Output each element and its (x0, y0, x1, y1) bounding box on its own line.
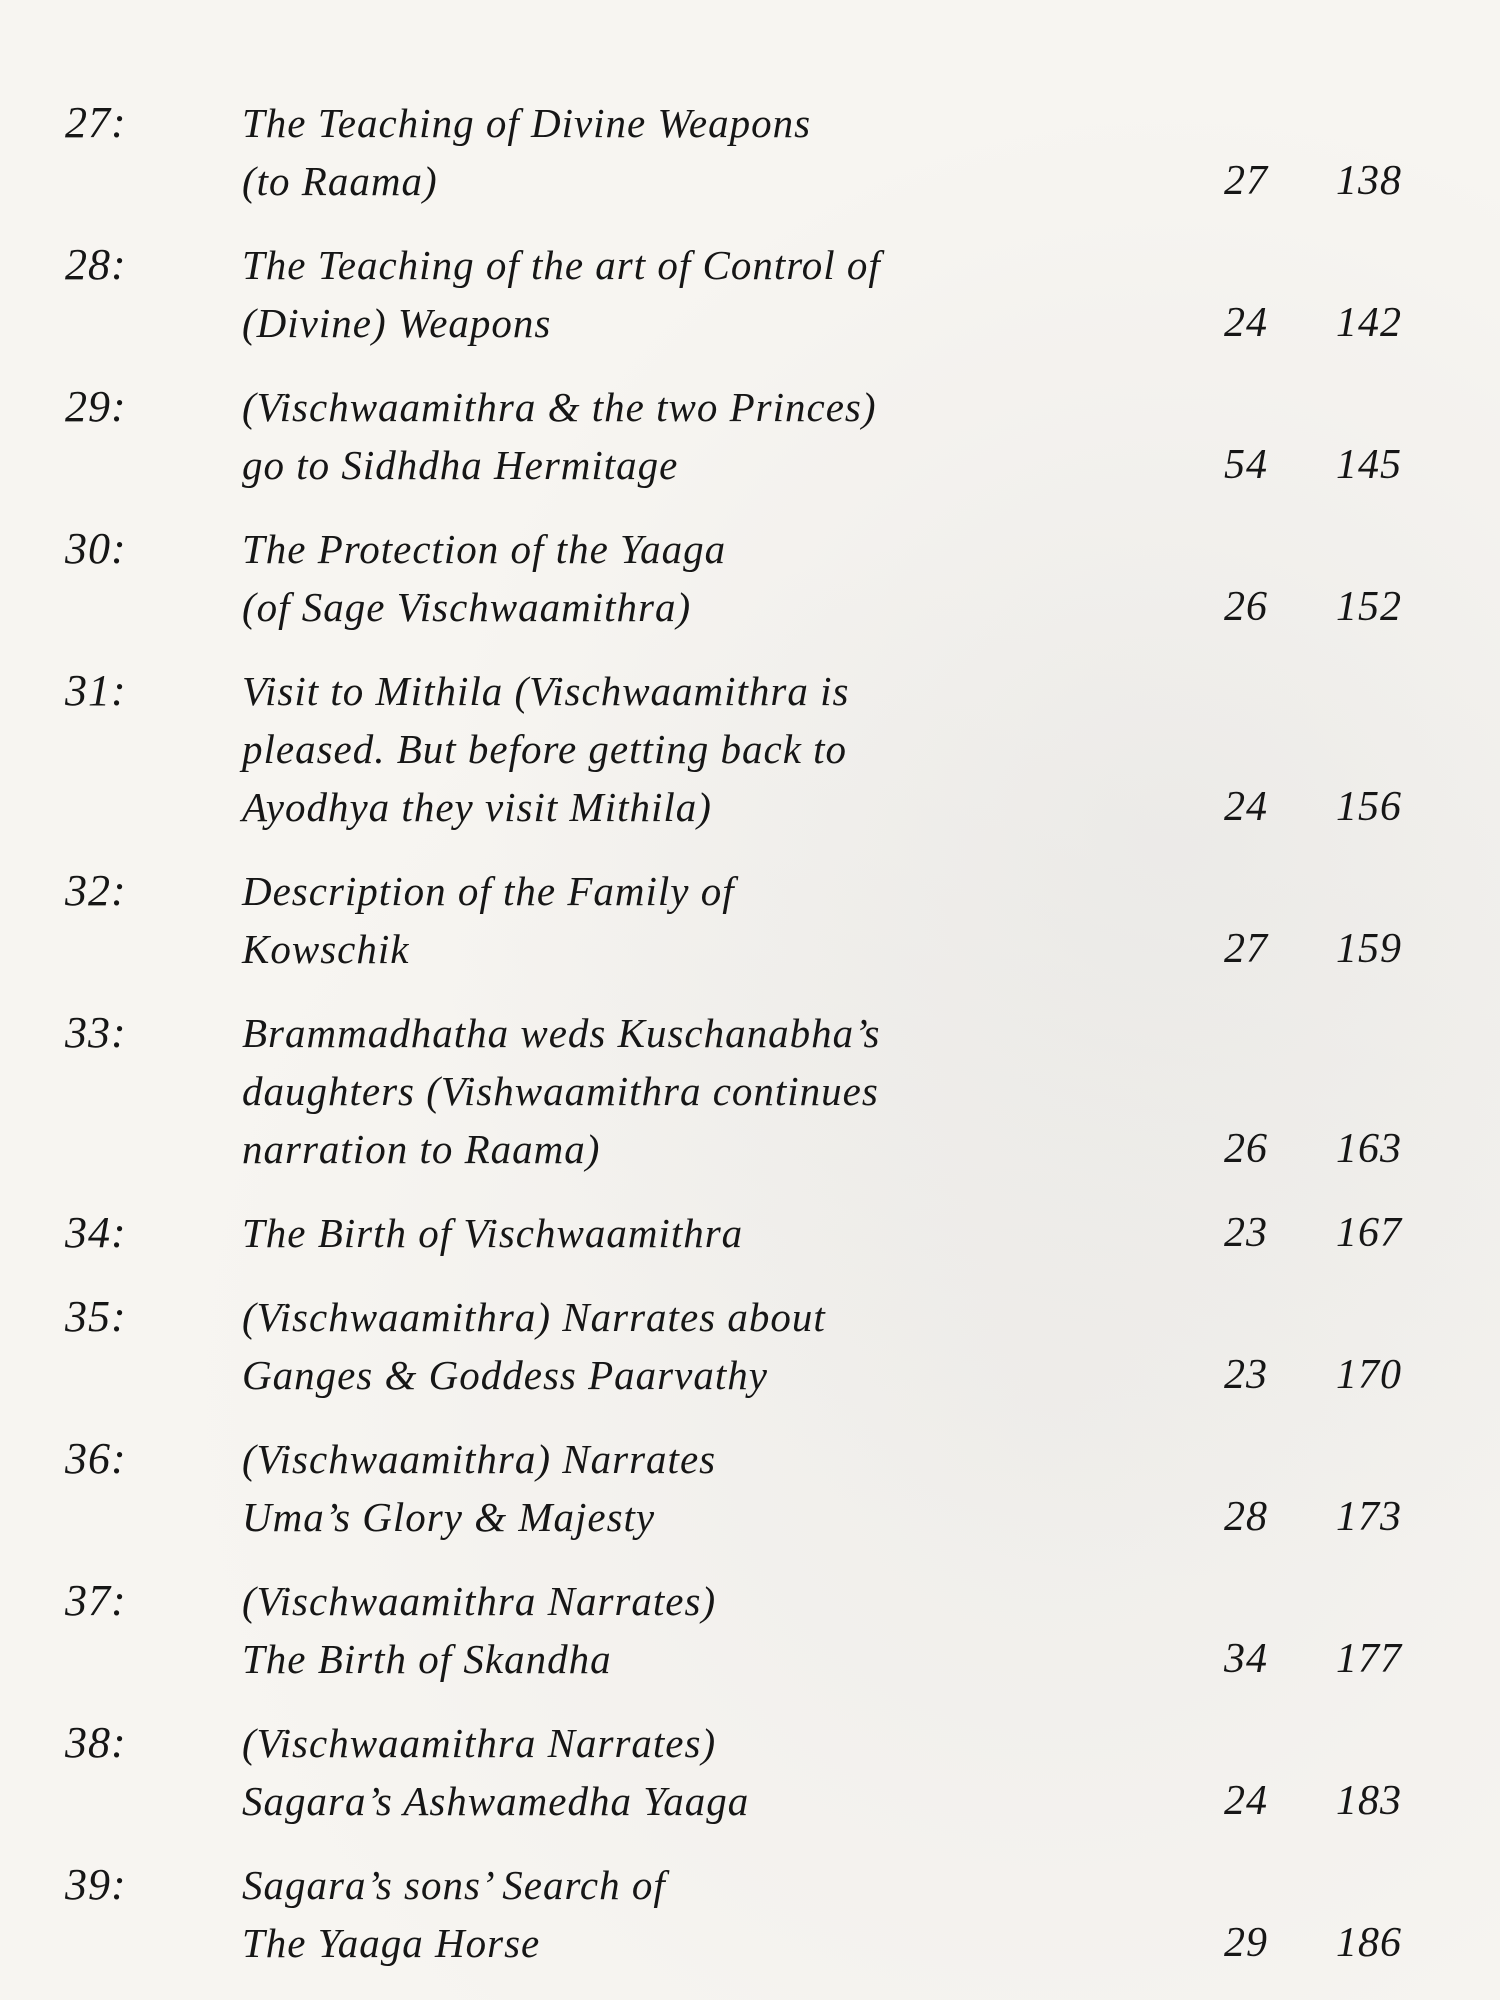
chapter-number: 36: (65, 1434, 127, 1483)
page-number: 167 (1336, 1210, 1402, 1256)
table-of-contents (65, 94, 1455, 1998)
chapter-number: 28: (65, 240, 127, 289)
chapter-number: 39: (65, 1860, 127, 1909)
chapter-number: 27: (65, 98, 127, 147)
toc-entry (65, 1572, 1455, 1688)
toc-entry (65, 862, 1455, 978)
page-number: 156 (1336, 784, 1402, 830)
page-number: 186 (1336, 1920, 1402, 1966)
chapter-title: The Teaching of the art of Control of (Divine) Weapons (242, 242, 881, 346)
chapter-number: 38: (65, 1718, 127, 1767)
chapter-title: (Vischwaamithra & the two Princes) go to Sidhdha Hermitage (242, 384, 877, 488)
page-number: 163 (1336, 1126, 1402, 1172)
chapter-title: (Vischwaamithra) Narrates about Ganges & Goddess Paarvathy (242, 1294, 826, 1398)
verse-count: 26 (1224, 1126, 1268, 1172)
toc-entry (65, 1714, 1455, 1830)
chapter-number: 35: (65, 1292, 127, 1341)
verse-count: 34 (1224, 1636, 1268, 1682)
chapter-number: 33: (65, 1008, 127, 1057)
chapter-title: Brammadhatha weds Kuschanabha’s daughters (Vishwaamithra continues narration to Raama) (242, 1010, 881, 1172)
chapter-title: The Protection of the Yaaga (of Sage Vischwaamithra) (242, 526, 727, 630)
chapter-number: 29: (65, 382, 127, 431)
verse-count: 23 (1224, 1210, 1268, 1256)
chapter-number: 31: (65, 666, 127, 715)
page-number: 183 (1336, 1778, 1402, 1824)
verse-count: 24 (1224, 784, 1268, 830)
toc-entry (65, 378, 1455, 494)
chapter-number: 32: (65, 866, 127, 915)
page-number: 177 (1336, 1636, 1402, 1682)
verse-count: 54 (1224, 442, 1268, 488)
chapter-title: Visit to Mithila (Vischwaamithra is pleased. But before getting back to Ayodhya they visit Mithila) (242, 668, 850, 830)
page-number: 152 (1336, 584, 1402, 630)
chapter-title: (Vischwaamithra) Narrates Uma’s Glory & Majesty (242, 1436, 717, 1540)
chapter-title: Sagara’s sons’ Search of The Yaaga Horse (242, 1862, 666, 1966)
toc-entry (65, 236, 1455, 352)
chapter-title: (Vischwaamithra Narrates) The Birth of Skandha (242, 1578, 717, 1682)
chapter-title: The Teaching of Divine Weapons (to Raama) (242, 100, 812, 204)
page-number: 138 (1336, 158, 1402, 204)
chapter-title: (Vischwaamithra Narrates) Sagara’s Ashwamedha Yaaga (242, 1720, 750, 1824)
verse-count: 24 (1224, 300, 1268, 346)
verse-count: 27 (1224, 926, 1268, 972)
toc-entry (65, 1430, 1455, 1546)
verse-count: 29 (1224, 1920, 1268, 1966)
chapter-title: Description of the Family of Kowschik (242, 868, 735, 972)
toc-entry (65, 520, 1455, 636)
page-number: 145 (1336, 442, 1402, 488)
verse-count: 27 (1224, 158, 1268, 204)
chapter-number: 37: (65, 1576, 127, 1625)
toc-entry (65, 1004, 1455, 1178)
toc-entry (65, 662, 1455, 836)
page-number: 170 (1336, 1352, 1402, 1398)
verse-count: 26 (1224, 584, 1268, 630)
verse-count: 24 (1224, 1778, 1268, 1824)
page-number: 142 (1336, 300, 1402, 346)
chapter-number: 30: (65, 524, 127, 573)
toc-entry (65, 1856, 1455, 1972)
page-number: 159 (1336, 926, 1402, 972)
verse-count: 28 (1224, 1494, 1268, 1540)
toc-entry (65, 1288, 1455, 1404)
page-number: 173 (1336, 1494, 1402, 1540)
toc-entry (65, 94, 1455, 210)
verse-count: 23 (1224, 1352, 1268, 1398)
toc-entry (65, 1204, 1455, 1262)
chapter-number: 34: (65, 1208, 127, 1257)
chapter-title: The Birth of Vischwaamithra (242, 1210, 744, 1256)
